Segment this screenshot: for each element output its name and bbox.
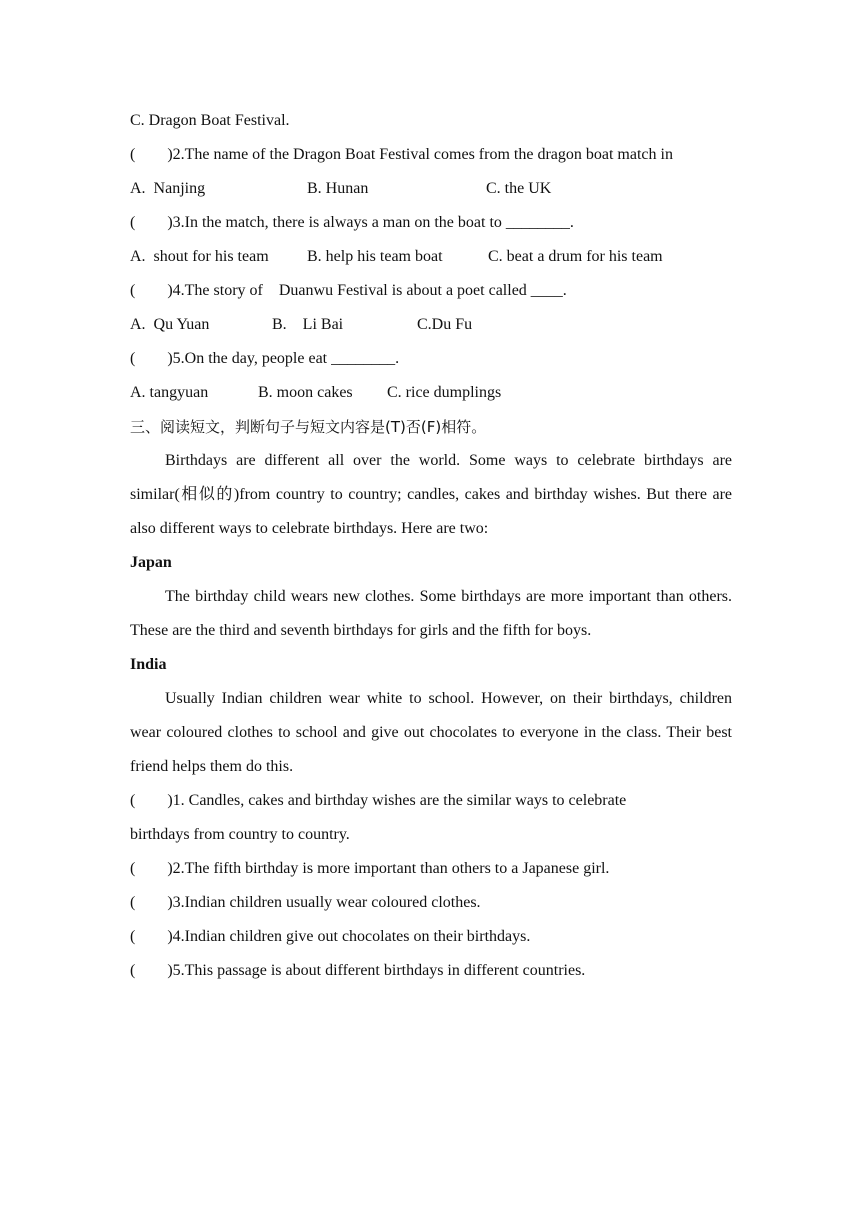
statement-1-continued: birthdays from country to country.: [130, 826, 350, 843]
question-4-options: [130, 308, 732, 342]
option-b: B. help his team boat: [307, 248, 443, 265]
section-text-japan: The birthday child wears new clothes. Some birthdays are more important than others. These are the third and seventh birthdays for girls and the fifth for boys.: [130, 588, 732, 639]
option-c: C. the UK: [486, 180, 552, 197]
question-3-stem: ( )3.In the match, there is always a man on the boat to ________.: [130, 214, 574, 231]
statement-1: ( )1. Candles, cakes and birthday wishes are the similar ways to celebrate: [130, 792, 627, 809]
worksheet-page: [130, 104, 732, 988]
question-2-stem: ( )2.The name of the Dragon Boat Festival comes from the dragon boat match in: [130, 146, 673, 163]
option-c: C. beat a drum for his team: [488, 248, 663, 265]
section-heading-japan: Japan: [130, 554, 172, 571]
option-a: A. Nanjing: [130, 180, 206, 197]
option-a: A. shout for his team: [130, 248, 269, 265]
option-b: B. Hunan: [307, 180, 369, 197]
question-5-stem: ( )5.On the day, people eat ________.: [130, 350, 400, 367]
statement-5: ( )5.This passage is about different birthdays in different countries.: [130, 962, 586, 979]
question-4-stem: ( )4.The story of Duanwu Festival is about a poet called ____.: [130, 282, 567, 299]
option-b: B. moon cakes: [258, 384, 353, 401]
option-c: C. rice dumplings: [387, 384, 502, 401]
question-2-options: [130, 172, 732, 206]
passage-intro: Birthdays are different all over the world. Some ways to celebrate birthdays are similar(相似的)from country to country; candles, cakes and birthday wishes. But there are also different ways to celebrate birthdays. Here are two:: [130, 452, 732, 537]
question-3-options: [130, 240, 732, 274]
statement-4: ( )4.Indian children give out chocolates on their birthdays.: [130, 928, 531, 945]
section-text-india: Usually Indian children wear white to school. However, on their birthdays, children wear coloured clothes to school and give out chocolates to everyone in the class. Their best friend helps them do this.: [130, 690, 732, 775]
statement-3: ( )3.Indian children usually wear coloured clothes.: [130, 894, 481, 911]
section-heading-india: India: [130, 656, 167, 673]
option-a: A. Qu Yuan: [130, 316, 210, 333]
q1-option-c: C. Dragon Boat Festival.: [130, 112, 290, 129]
option-b: B. Li Bai: [272, 316, 344, 333]
statement-2: ( )2.The fifth birthday is more important than others to a Japanese girl.: [130, 860, 610, 877]
option-a: A. tangyuan: [130, 384, 209, 401]
question-5-options: [130, 376, 732, 410]
option-c: C.Du Fu: [417, 316, 473, 333]
part3-instruction: 三、阅读短文，判断句子与短文内容是(T)否(F)相符。: [130, 418, 487, 436]
